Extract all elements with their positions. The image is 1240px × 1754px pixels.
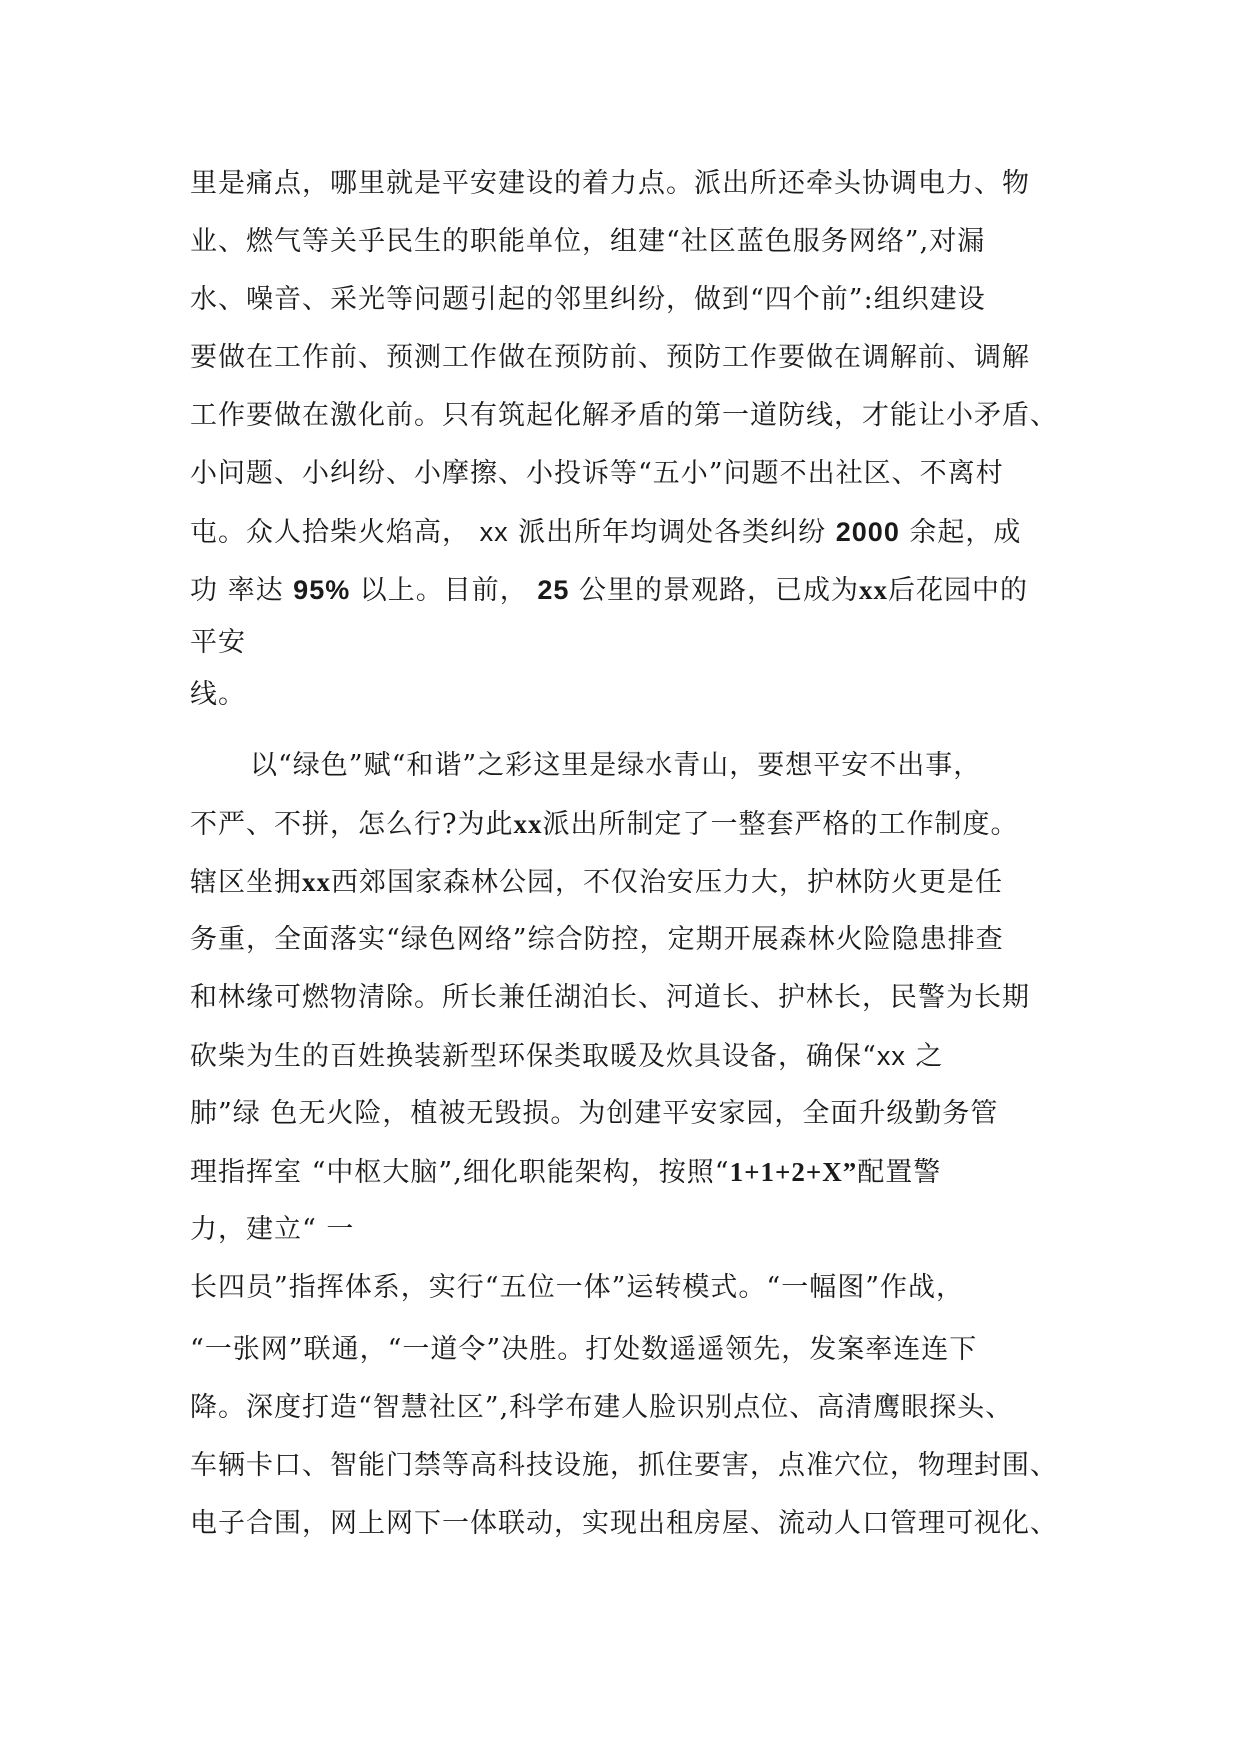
text-run: 功 率达 xyxy=(190,575,294,606)
xx-placeholder: xx xyxy=(513,809,543,839)
text-run: 之 xyxy=(905,1041,944,1072)
p2-line-9: 力，建立“ 一 xyxy=(190,1214,355,1245)
p2-line-5: 和林缘可燃物清除。所长兼任湖泊长、河道长、护林长，民警为长期 xyxy=(190,982,1030,1013)
p2-line-12: 降。深度打造“智慧社区”,科学布建人脸识别点位、高清鹰眼探头、 xyxy=(190,1392,1014,1423)
p2-line-8 xyxy=(190,1152,941,1192)
xx-placeholder: xx xyxy=(479,517,509,547)
text-run: 公里的景观路，已成为 xyxy=(569,575,860,606)
xx-placeholder: xx xyxy=(876,1041,906,1071)
text-run: 理指挥室 “中枢大脑”,细化职能架构，按照“ xyxy=(190,1157,730,1188)
text-run: 砍柴为生的百姓换装新型环保类取暖及炊具设备，确保“ xyxy=(190,1041,877,1072)
p1-line-10: 线。 xyxy=(190,679,246,710)
p2-line-1: 以“绿色”赋“和谐”之彩这里是绿水青山，要想平安不出事， xyxy=(250,750,982,781)
p1-line-6: 小问题、小纠纷、小摩擦、小投诉等“五小”问题不出社区、不离村 xyxy=(190,458,1004,489)
staffing-formula: 1+1+2+X” xyxy=(729,1157,858,1187)
p2-line-11: “一张网”联通，“一道令”决胜。打处数遥遥领先，发案率连连下 xyxy=(190,1334,978,1365)
dispute-count: 2000 xyxy=(835,517,900,547)
text-run: 配置警 xyxy=(857,1157,942,1188)
p2-line-14: 电子合围，网上网下一体联动，实现出租房屋、流动人口管理可视化、 xyxy=(190,1508,1058,1539)
text-run: 派出所年均调处各类纠纷 xyxy=(508,517,836,548)
text-run: 余起，成 xyxy=(899,517,1022,548)
text-run: 派出所制定了一整套严格的工作制度。 xyxy=(542,809,1019,840)
text-run: 后花园中的 xyxy=(888,575,1029,606)
success-rate: 95% xyxy=(293,575,351,605)
p2-line-13: 车辆卡口、智能门禁等高科技设施，抓住要害，点准穴位，物理封围、 xyxy=(190,1450,1058,1481)
p2-line-10: 长四员”指挥体系，实行“五位一体”运转模式。“一幅图”作战， xyxy=(190,1272,965,1303)
p2-line-2 xyxy=(190,804,1018,844)
p1-line-3: 水、噪音、采光等问题引起的邻里纠纷，做到“四个前”:组织建设 xyxy=(190,284,986,315)
road-length: 25 xyxy=(537,575,570,605)
p2-line-6 xyxy=(190,1036,943,1076)
text-run: 不严、不拼，怎么行?为此 xyxy=(190,809,514,840)
p1-line-4: 要做在工作前、预测工作做在预防前、预防工作要做在调解前、调解 xyxy=(190,342,1030,373)
p1-line-1: 里是痛点，哪里就是平安建设的着力点。派出所还牵头协调电力、物 xyxy=(190,168,1030,199)
p1-line-2: 业、燃气等关乎民生的职能单位，组建“社区蓝色服务网络”,对漏 xyxy=(190,226,986,257)
p1-line-7 xyxy=(190,512,1021,552)
p2-line-7: 肺”绿 色无火险，植被无毁损。为创建平安家园，全面升级勤务管 xyxy=(190,1098,999,1129)
p2-line-3 xyxy=(190,862,1003,902)
p1-line-8 xyxy=(190,570,1028,610)
text-run: 辖区坐拥 xyxy=(190,867,302,898)
text-run: 屯。众人拾柴火焰高， xyxy=(190,517,480,548)
xx-placeholder: xx xyxy=(302,867,331,897)
text-run: 西郊国家森林公园，不仅治安压力大，护林防火更是任 xyxy=(331,867,1003,898)
xx-placeholder: xx xyxy=(859,575,889,605)
p1-line-9: 平安 xyxy=(190,627,246,658)
text-run: 以上。目前， xyxy=(350,575,538,606)
p2-line-4: 务重，全面落实“绿色网络”综合防控，定期开展森林火险隐患排查 xyxy=(190,924,1004,955)
p1-line-5: 工作要做在激化前。只有筑起化解矛盾的第一道防线，才能让小矛盾、 xyxy=(190,400,1058,431)
